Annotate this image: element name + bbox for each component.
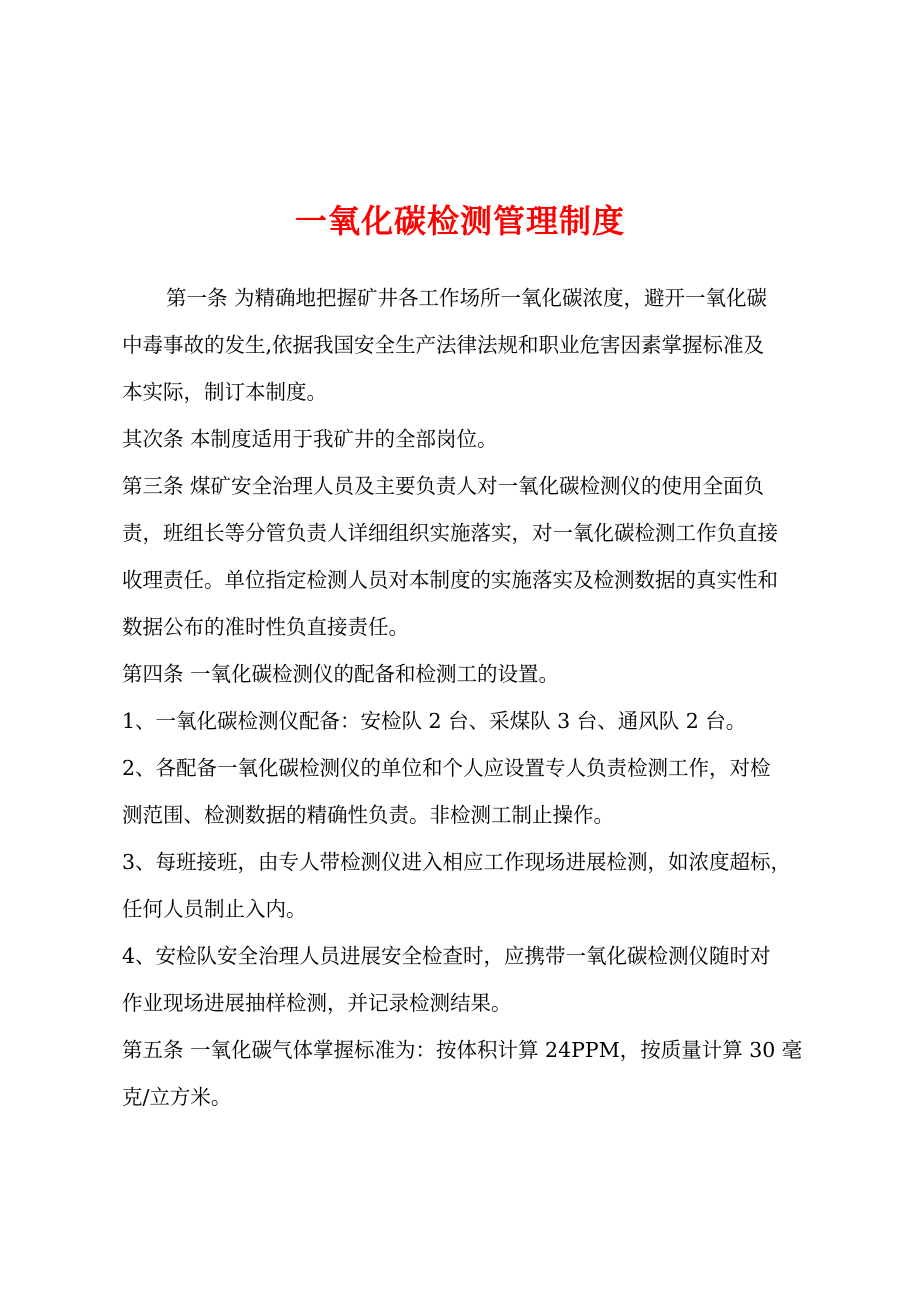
text-line: 责，班组长等分管负责人详细组织实施落实，对一氧化碳检测工作负直接 xyxy=(122,521,778,545)
text-line: 收理责任。单位指定检测人员对本制度的实施落实及检测数据的真实性和 xyxy=(122,568,778,592)
paragraph xyxy=(122,847,812,941)
paragraph xyxy=(122,941,812,1035)
text-line: 测范围、检测数据的精确性负责。非检测工制止操作。 xyxy=(122,803,614,827)
text-line: 3、每班接班，由专人带检测仪进入相应工作现场进展检测，如浓度超标， xyxy=(122,850,792,874)
text-line: 第五条 一氧化碳气体掌握标准为：按体积计算 24PPM，按质量计算 30 毫 xyxy=(122,1038,803,1062)
text-line: 第一条 为精确地把握矿井各工作场所一氧化碳浓度，避开一氧化碳 xyxy=(166,286,768,310)
paragraph xyxy=(122,753,812,847)
text-line: 数据公布的准时性负直接责任。 xyxy=(122,615,409,639)
text-line: 1、一氧化碳检测仪配备：安检队 2 台、采煤队 3 台、通风队 2 台。 xyxy=(122,709,747,733)
text-line: 第三条 煤矿安全治理人员及主要负责人对一氧化碳检测仪的使用全面负 xyxy=(122,474,765,498)
text-line: 本实际，制订本制度。 xyxy=(122,380,327,404)
paragraph xyxy=(122,706,812,753)
paragraph xyxy=(122,1035,812,1129)
document-body xyxy=(122,283,812,1129)
text-line: 中毒事故的发生,依据我国安全生产法律法规和职业危害因素掌握标准及 xyxy=(122,333,765,357)
paragraph xyxy=(122,424,812,471)
text-line: 作业现场进展抽样检测，并记录检测结果。 xyxy=(122,991,512,1015)
text-line: 第四条 一氧化碳检测仪的配备和检测工的设置。 xyxy=(122,662,560,686)
paragraph xyxy=(122,659,812,706)
text-line: 克/立方米。 xyxy=(122,1085,232,1109)
text-line: 2、各配备一氧化碳检测仪的单位和个人应设置专人负责检测工作，对检 xyxy=(122,756,771,780)
text-line: 4、安检队安全治理人员进展安全检查时，应携带一氧化碳检测仪随时对 xyxy=(122,944,771,968)
document-title: 一氧化碳检测管理制度 xyxy=(294,202,625,240)
text-line: 任何人员制止入内。 xyxy=(122,897,307,921)
paragraph xyxy=(122,283,812,424)
text-line: 其次条 本制度适用于我矿井的全部岗位。 xyxy=(122,427,498,451)
paragraph xyxy=(122,471,812,659)
